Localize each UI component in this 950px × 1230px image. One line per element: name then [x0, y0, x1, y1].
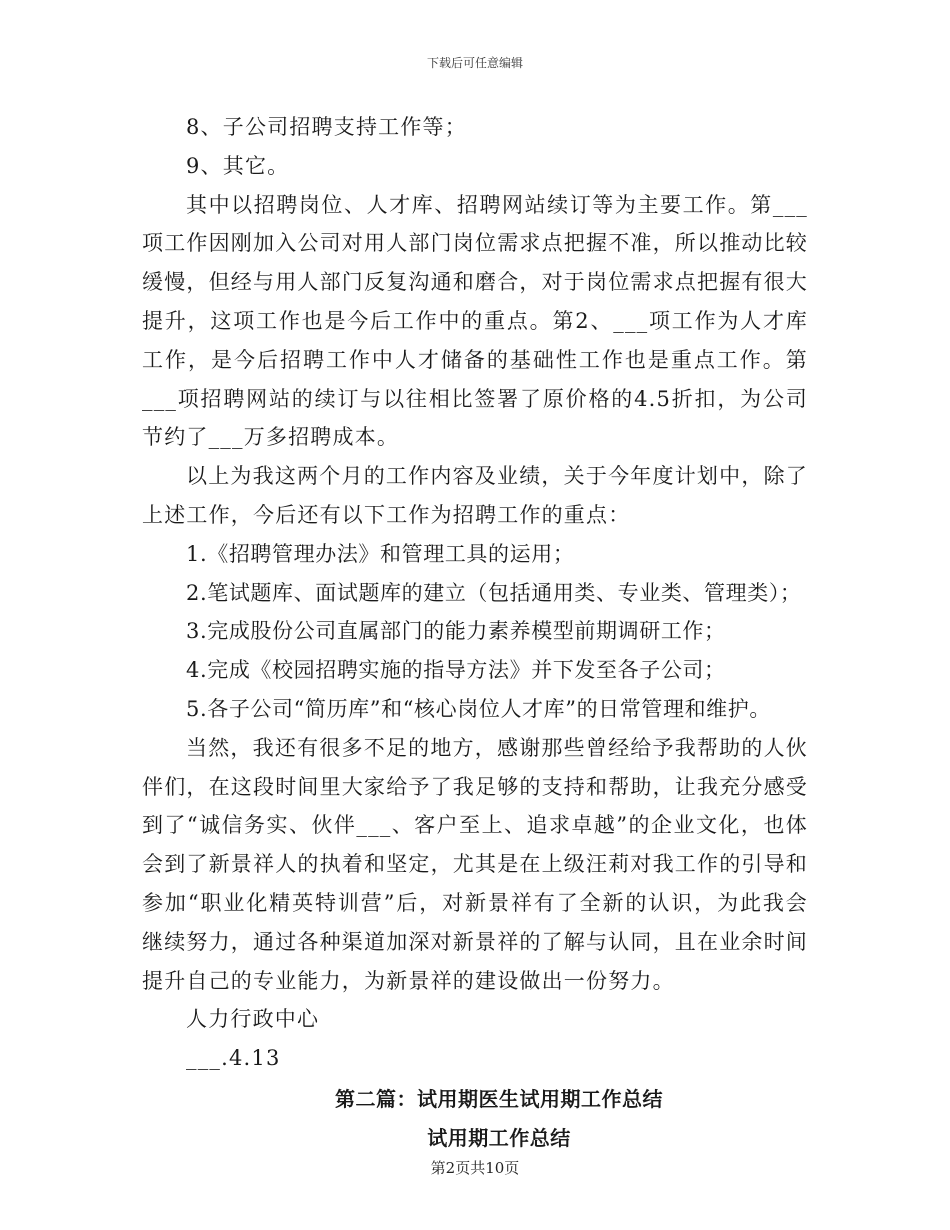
signature: 人力行政中心	[186, 1007, 320, 1032]
paragraph-plan-intro: 以上为我这两个月的工作内容及业绩，关于今年度计划中，除了上述工作，今后还有以下工作为招聘工作的重点：	[142, 464, 808, 527]
plan-item-2: 2.笔试题库、面试题库的建立（包括通用类、专业类、管理类）；	[186, 580, 802, 605]
date: ___.4.13	[186, 1046, 281, 1071]
paragraph-thanks: 当然，我还有很多不足的地方，感谢那些曾经给予我帮助的人伙伴们，在这段时间里大家给予了我足够的支持和帮助，让我充分感受到了“诚信务实、伙伴___、客户至上、追求卓越”的企业文化，也体会到了新景祥人的执着和坚定，尤其是在上级汪莉对我工作的引导和参加“职业化精英特训营”后，对新景祥有了全新的认识，为此我会继续努力，通过各种渠道加深对新景祥的了解与认同，且在业余时间提升自己的专业能力，为新景祥的建设做出一份努力。	[142, 735, 808, 993]
plan-item-5: 5.各子公司“简历库”和“核心岗位人才库”的日常管理和维护。	[186, 696, 771, 721]
paragraph-main-work: 其中以招聘岗位、人才库、招聘网站续订等为主要工作。第___项工作因刚加入公司对用人部门岗位需求点把握不准，所以推动比较缓慢，但经与用人部门反复沟通和磨合，对于岗位需求点把握有很大提升，这项工作也是今后工作中的重点。第2、___项工作为人才库工作，是今后招聘工作中人才储备的基础性工作也是重点工作。第___项招聘网站的续订与以往相比签署了原价格的4.5折扣，为公司节约了___万多招聘成本。	[142, 192, 808, 450]
document-body	[142, 108, 808, 1158]
plan-item-4: 4.完成《校园招聘实施的指导方法》并下发至各子公司；	[186, 658, 726, 683]
plan-item-1: 1.《招聘管理办法》和管理工具的运用；	[186, 541, 575, 566]
section-title: 第二篇：试用期医生试用期工作总结	[335, 1086, 663, 1111]
list-item-8: 8、子公司招聘支持工作等；	[186, 115, 467, 139]
page-header: 下载后可任意编辑	[426, 56, 523, 70]
list-item-9: 9、其它。	[186, 153, 290, 178]
plan-item-3: 3.完成股份公司直属部门的能力素养模型前期调研工作；	[186, 619, 726, 644]
page-footer: 第2页共10页	[430, 1159, 520, 1177]
section-subtitle: 试用期工作总结	[427, 1125, 571, 1150]
